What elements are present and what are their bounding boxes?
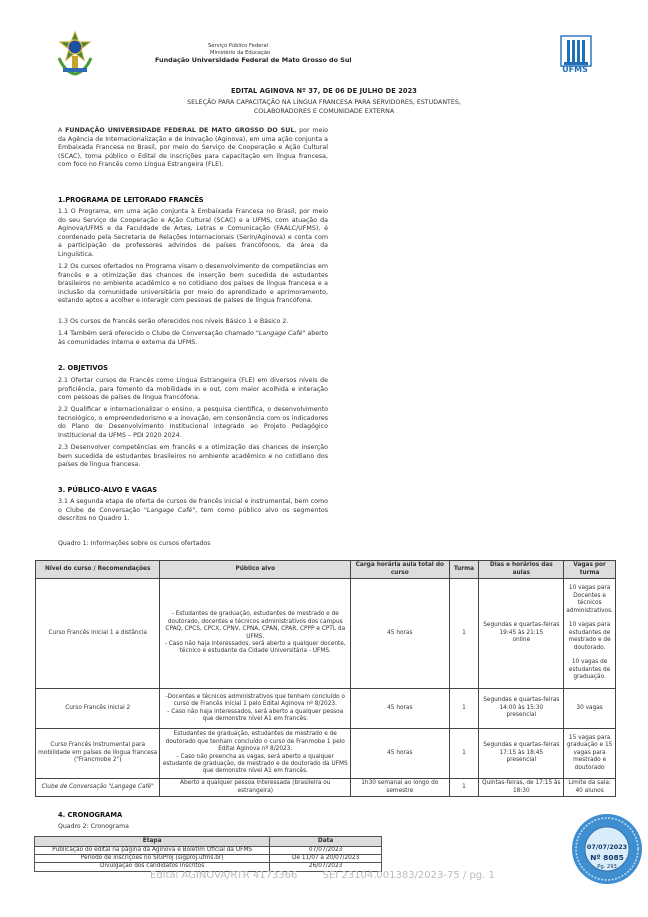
section-1-paragraph-2: 1.2 Os cursos ofertados no Programa visam o desenvolvimento de competências em francês e a otimização das chances de inserção bem sucedida de estudantes brasileiros no ambiente acadêmico e no cotidiano dos países de língua francesa e a inclusão da comunidade universitária por meio do aprendizado e aprimoramento, estando aptos a acolher e interagir com pessoas de países de língua francófona. — [58, 263, 328, 305]
header-line-1: Serviço Público Federal — [208, 43, 269, 49]
cell-carga: 45 horas — [351, 579, 449, 689]
cell-carga: 45 horas — [351, 689, 449, 729]
cell-publico: Aberto a qualquer pessoa interessada (brasileira ou estrangeira) — [160, 779, 351, 797]
letterhead — [55, 30, 593, 80]
col-header-nivel: Nível do curso / Recomendações — [36, 561, 160, 579]
section-2-paragraph-3: 2.3 Desenvolver competências em francês e a otimização das chances de inserção bem sucedida de estudantes brasileiros no ambiente acadêmico e no cotidiano dos países de língua francesa. — [58, 444, 328, 469]
table-row — [35, 855, 382, 863]
cell-carga: 1h30 semanal ao longo do semestre — [351, 779, 449, 797]
col-header-vagas: Vagas por turma — [564, 561, 616, 579]
cell-turma: 1 — [449, 729, 479, 779]
footer-sei-ref: SEI 23104.001383/2023-75 / pg. 1 — [322, 870, 495, 881]
table-row — [36, 689, 616, 729]
cell-data: 07/07/2023 — [270, 847, 382, 855]
col-header-carga: Carga horária aula total do curso — [351, 561, 449, 579]
stamp-number: Nº 8085 — [590, 853, 624, 862]
s1-p4-italic: Langage Café — [258, 330, 303, 337]
cell-turma: 1 — [449, 689, 479, 729]
footer-edital-ref: Edital AGINOVA/RTR 4173366 — [150, 870, 298, 881]
section-1-paragraph-4 — [58, 330, 328, 347]
intro-institution: FUNDAÇÃO UNIVERSIDADE FEDERAL DE MATO GROSSO DO SUL — [65, 127, 295, 134]
col-header-turma: Turma — [449, 561, 479, 579]
cell-etapa: Período de inscrições no SIGProj (sigproj.ufms.br) — [35, 855, 270, 863]
cell-publico: -Docentes e técnicos administrativos que tenham concluído o curso de Francês inicial 1 pelo Edital Aginova nº 8/2023. - Caso não haja interessados, será aberto a qualquer pessoa que demonstre nível A1 em francês. — [160, 689, 351, 729]
table-row — [36, 729, 616, 779]
header-institution-name: Fundação Universidade Federal de Mato Grosso do Sul — [155, 56, 352, 64]
cell-vagas: 10 vagas para Docentes e técnicos administrativos. 10 vagas para estudantes de mestrado e de doutorado. 10 vagas de estudantes de graduação. — [564, 579, 616, 689]
schedule-header-row — [35, 837, 382, 847]
page-footer — [150, 870, 517, 881]
cell-etapa: Divulgação dos candidatos inscritos — [35, 863, 270, 871]
cell-nivel: Curso Francês inicial 2 — [36, 689, 160, 729]
stamp-date: 07/07/2023 — [586, 843, 628, 851]
table-row — [36, 579, 616, 689]
institution-header — [155, 43, 352, 64]
cell-turma: 1 — [449, 779, 479, 797]
cell-data: De 11/07 a 20/07/2023 — [270, 855, 382, 863]
cell-nivel: Clube de Conversação "Langage Café" — [36, 779, 160, 797]
section-1-title: 1.PROGRAMA DE LEITORADO FRANCÊS — [58, 196, 204, 204]
stamp-page: Pg. 293 — [597, 864, 617, 870]
cell-vagas: 30 vagas — [564, 689, 616, 729]
header-line-2: Ministério da Educação — [210, 50, 271, 56]
coat-of-arms-icon — [55, 30, 95, 76]
cell-etapa: Publicação do edital na página da Aginova e Boletim Oficial da UFMS — [35, 847, 270, 855]
col-header-etapa: Etapa — [35, 837, 270, 847]
s1-p4-end: " aberto às comunidades interna e externa da UFMS. — [58, 330, 328, 346]
cell-nivel: Curso Francês inicial 1 a distância — [36, 579, 160, 689]
section-3-title: 3. PÚBLICO-ALVO E VAGAS — [58, 486, 158, 494]
section-3-paragraph-1 — [58, 498, 328, 524]
edital-title: EDITAL AGINOVA Nº 37, DE 06 DE JULHO DE 2023 — [231, 87, 417, 95]
cell-dias: Quintas-feiras, de 17:15 às 18:30 — [479, 779, 564, 797]
cell-vagas: 15 vagas para graduação e 15 vagas para mestrado e doutorado — [564, 729, 616, 779]
cell-carga: 45 horas — [351, 729, 449, 779]
cell-nivel: Curso Francês Instrumental para mobilidade em países de língua francesa ("Francmobe 2") — [36, 729, 160, 779]
s3-p1-end: ", tem como público alvo os segmentos descritos no Quadro 1. — [58, 506, 328, 523]
table-row — [36, 779, 616, 797]
table-row — [35, 847, 382, 855]
s3-p1-start: 3.1 A segunda etapa de oferta de cursos de francês inicial e instrumental, bem como o Clube de Conversação " — [58, 498, 328, 514]
courses-table-header-row — [36, 561, 616, 579]
section-2-title: 2. OBJETIVOS — [58, 364, 108, 372]
col-header-publico: Público alvo — [160, 561, 351, 579]
section-2-paragraph-1: 2.1 Ofertar cursos de Francês como Língua Estrangeira (FLE) em diversos níveis de proficiência, para fomento da mobilidade in e out, com maior acolhida e interação com pessoas de países de língua francófona. — [58, 377, 328, 402]
quadro-1-caption: Quadro 1: Informações sobre os cursos ofertados — [58, 540, 211, 547]
ufms-logo-text: UFMS — [562, 65, 588, 74]
cell-publico: Estudantes de graduação, estudantes de mestrado e de doutorado que tenham concluído o curso de Franmobe 1 pelo Edital Aginova nº 8/2023. - Caso não preencha as vagas, será aberto a qualquer estudante de graduação, de mestrado e de doutorado da UFMS que demonstre nível A1 em francês. — [160, 729, 351, 779]
section-1-paragraph-1: 1.1 O Programa, em uma ação conjunta à Embaixada Francesa no Brasil, por meio do seu Serviço de Cooperação e Ação Cultural (SCAC) e a UFMS, com atuação da Aginova/UFMS e da Faculdade de Artes, Letras e Comunicação (FAALC/UFMS), é coordenado pela Secretaria de Relações Internacionais (Serin/Aginova) e conta com a participação de professores advindos de países francófonos, da área da Linguística. — [58, 208, 328, 258]
cell-dias: Segundas e quartas-feiras 19:45 às 21:15 online — [479, 579, 564, 689]
cell-data: 26/07/2023 — [270, 863, 382, 871]
s3-p1-italic: Langage Café — [146, 506, 193, 514]
section-4-title: 4. CRONOGRAMA — [58, 811, 123, 819]
intro-paragraph — [58, 127, 328, 170]
edital-subtitle — [40, 98, 608, 116]
cell-vagas: Limite da sala: 40 alunos — [564, 779, 616, 797]
col-header-dias: Dias e horários das aulas — [479, 561, 564, 579]
edital-subtitle-text: SELEÇÃO PARA CAPACITAÇÃO NA LÍNGUA FRANCESA PARA SERVIDORES, ESTUDANTES, COLABORADORES E COMUNIDADE EXTERNA — [187, 99, 461, 115]
courses-table — [35, 560, 616, 797]
s1-p4-start: 1.4 Também será oferecido o Clube de Conversação chamado " — [58, 330, 259, 337]
cell-turma: 1 — [449, 579, 479, 689]
cell-dias: Segundas e quartas-feiras 17:15 às 18:45 presencial — [479, 729, 564, 779]
cell-publico: - Estudantes de graduação, estudantes de mestrado e de doutorado, docentes e técnicos administrativos dos campus CPAQ, CPCS, CPCX, CPNV, CPNA, CPAN, CPAR, CPPP e CPTL da UFMS. - Caso não haja interessados, será aberto a qualquer docente, técnico e estudante da Cidade Universitária - UFMS. — [160, 579, 351, 689]
section-1-paragraph-3: 1.3 Os cursos de francês serão oferecidos nos níveis Básico 1 e Básico 2. — [58, 318, 289, 325]
intro-rest: , por meio da Agência de Internacionalização e de Inovação (Aginova), em uma ação conjunta a Embaixada Francesa no Brasil, por meio do Serviço de Cooperação e Ação Cultural (SCAC), torna público o Edital de inscrições para capacitação em língua francesa, com foco no Francês como Língua Estrangeira (FLE). — [58, 127, 328, 169]
quadro-2-caption: Quadro 2: Cronograma — [58, 823, 129, 830]
section-2-paragraph-2: 2.2 Qualificar e internacionalizar o ensino, a pesquisa científica, o desenvolvimento tecnológico, o empreendedorismo e a inovação, em consonância com os indicadores do Plano de Desenvolvimento Institucional integrado ao Projeto Pedagógico Institucional da UFMS – PDI 2020 2024. — [58, 406, 328, 439]
col-header-data: Data — [270, 837, 382, 847]
intro-lead: A — [58, 127, 66, 134]
schedule-table — [34, 836, 382, 872]
cell-dias: Segundas e quartas-feiras 14:00 às 15:30 presencial — [479, 689, 564, 729]
